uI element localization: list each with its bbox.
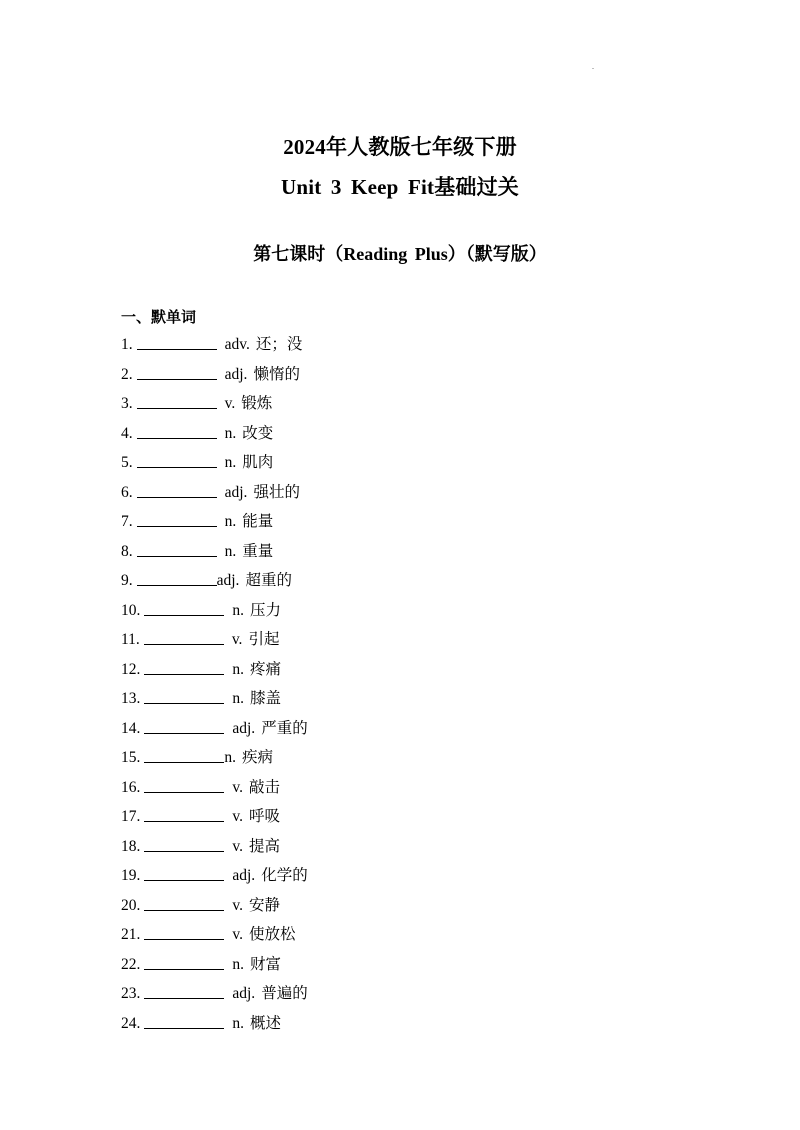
vocab-number: 15.: [121, 749, 141, 766]
part-of-speech: n.: [224, 454, 237, 471]
answer-blank[interactable]: [137, 422, 217, 439]
vocab-item: [121, 950, 308, 980]
part-of-speech: v.: [224, 395, 236, 412]
vocab-number: 7.: [121, 513, 133, 530]
vocab-number: 9.: [121, 572, 133, 589]
chinese-meaning: 锻炼: [241, 395, 273, 412]
part-of-speech: n.: [232, 955, 244, 973]
chinese-meaning: 懒惰的: [253, 365, 300, 383]
chinese-meaning: 疾病: [242, 749, 274, 766]
vocab-item: [121, 743, 308, 773]
answer-blank[interactable]: [144, 658, 224, 675]
chinese-meaning: 重量: [242, 542, 274, 560]
part-of-speech: v.: [232, 896, 243, 914]
vocab-number: 5.: [121, 454, 133, 471]
part-of-speech: adv.: [224, 336, 250, 353]
vocab-number: 24.: [121, 1014, 141, 1032]
chinese-meaning: 安静: [249, 896, 281, 914]
chinese-meaning: 敲击: [249, 778, 281, 796]
vocab-item: [121, 714, 308, 744]
answer-blank[interactable]: [144, 599, 224, 616]
chinese-meaning: 引起: [248, 631, 280, 648]
part-of-speech: adj.: [232, 719, 256, 737]
answer-blank[interactable]: [144, 776, 224, 793]
answer-blank[interactable]: [137, 392, 217, 409]
answer-blank[interactable]: [144, 746, 224, 763]
vocab-item: [121, 625, 308, 655]
vocab-item: [121, 448, 308, 478]
part-of-speech: v.: [232, 837, 243, 855]
chinese-meaning: 呼吸: [249, 808, 281, 825]
part-of-speech: n.: [232, 660, 244, 678]
document-title: 2024年人教版七年级下册: [283, 135, 517, 159]
answer-blank[interactable]: [137, 333, 217, 350]
part-of-speech: adj.: [216, 572, 240, 589]
vocab-number: 1.: [121, 336, 133, 353]
vocab-list: [121, 330, 308, 1038]
vocab-item: [121, 920, 308, 950]
chinese-meaning: 使放松: [249, 926, 296, 943]
vocab-number: 4.: [121, 424, 133, 442]
part-of-speech: n.: [224, 513, 237, 530]
answer-blank[interactable]: [137, 451, 217, 468]
part-of-speech: n.: [224, 749, 236, 766]
answer-blank[interactable]: [144, 982, 224, 999]
part-of-speech: n.: [232, 690, 244, 707]
part-of-speech: n.: [232, 601, 244, 619]
answer-blank[interactable]: [137, 510, 217, 527]
vocab-number: 3.: [121, 395, 133, 412]
answer-blank[interactable]: [137, 481, 217, 498]
vocab-number: 14.: [121, 719, 141, 737]
vocab-item: [121, 891, 308, 921]
answer-blank[interactable]: [144, 953, 224, 970]
chinese-meaning: 能量: [242, 513, 274, 530]
part-of-speech: v.: [231, 631, 243, 648]
chinese-meaning: 提高: [249, 837, 281, 855]
part-of-speech: v.: [232, 808, 243, 825]
vocab-item: [121, 655, 308, 685]
vocab-number: 19.: [121, 867, 141, 884]
answer-blank[interactable]: [144, 1012, 224, 1029]
vocab-number: 10.: [121, 601, 141, 619]
part-of-speech: n.: [224, 542, 237, 560]
answer-blank[interactable]: [144, 717, 224, 734]
part-of-speech: n.: [224, 424, 237, 442]
chinese-meaning: 还；没: [255, 336, 303, 353]
vocab-item: [121, 330, 308, 360]
vocab-item: [121, 419, 308, 449]
vocab-number: 8.: [121, 542, 133, 560]
chinese-meaning: 膝盖: [250, 690, 282, 707]
vocab-item: [121, 507, 308, 537]
vocab-item: [121, 1009, 308, 1039]
part-of-speech: adj.: [232, 867, 256, 884]
vocab-item: [121, 832, 308, 862]
answer-blank[interactable]: [137, 540, 217, 557]
answer-blank[interactable]: [144, 687, 224, 704]
answer-blank[interactable]: [144, 805, 224, 822]
chinese-meaning: 改变: [242, 424, 274, 442]
document-title-unit: Unit 3 Keep Fit基础过关: [280, 175, 520, 199]
vocab-number: 6.: [121, 483, 133, 501]
vocab-number: 21.: [121, 926, 141, 943]
vocab-item: [121, 684, 308, 714]
answer-blank[interactable]: [144, 628, 224, 645]
part-of-speech: n.: [232, 1014, 244, 1032]
vocab-number: 18.: [121, 837, 141, 855]
part-of-speech: adj.: [224, 365, 248, 383]
vocab-number: 16.: [121, 778, 141, 796]
vocab-number: 20.: [121, 896, 141, 914]
answer-blank[interactable]: [144, 894, 224, 911]
answer-blank[interactable]: [137, 569, 217, 586]
vocab-item: [121, 773, 308, 803]
vocab-item: [121, 802, 308, 832]
lesson-subtitle: 第七课时（Reading Plus）（默写版）: [253, 244, 547, 264]
section-heading: 一、默单词: [121, 310, 197, 326]
vocab-item: [121, 979, 308, 1009]
vocab-number: 11.: [121, 631, 140, 648]
vocab-item: [121, 596, 308, 626]
answer-blank[interactable]: [137, 363, 217, 380]
vocab-number: 23.: [121, 985, 141, 1002]
vocab-number: 17.: [121, 808, 141, 825]
vocab-number: 22.: [121, 955, 141, 973]
vocab-number: 2.: [121, 365, 133, 383]
answer-blank[interactable]: [144, 835, 224, 852]
page-mark: .: [592, 62, 594, 71]
part-of-speech: v.: [232, 778, 243, 796]
part-of-speech: v.: [232, 926, 243, 943]
chinese-meaning: 肌肉: [242, 454, 274, 471]
vocab-item: [121, 537, 308, 567]
chinese-meaning: 压力: [250, 601, 282, 619]
answer-blank[interactable]: [144, 864, 224, 881]
part-of-speech: adj.: [224, 483, 248, 501]
chinese-meaning: 强壮的: [253, 483, 300, 501]
chinese-meaning: 化学的: [261, 867, 308, 884]
vocab-item: [121, 360, 308, 390]
chinese-meaning: 财富: [250, 955, 282, 973]
vocab-item: [121, 566, 308, 596]
vocab-item: [121, 389, 308, 419]
vocab-item: [121, 861, 308, 891]
part-of-speech: adj.: [232, 985, 256, 1002]
vocab-number: 12.: [121, 660, 141, 678]
vocab-item: [121, 478, 308, 508]
chinese-meaning: 普遍的: [261, 985, 308, 1002]
chinese-meaning: 概述: [250, 1014, 282, 1032]
vocab-number: 13.: [121, 690, 141, 707]
answer-blank[interactable]: [144, 923, 224, 940]
chinese-meaning: 超重的: [245, 572, 292, 589]
chinese-meaning: 疼痛: [250, 660, 282, 678]
chinese-meaning: 严重的: [261, 719, 308, 737]
